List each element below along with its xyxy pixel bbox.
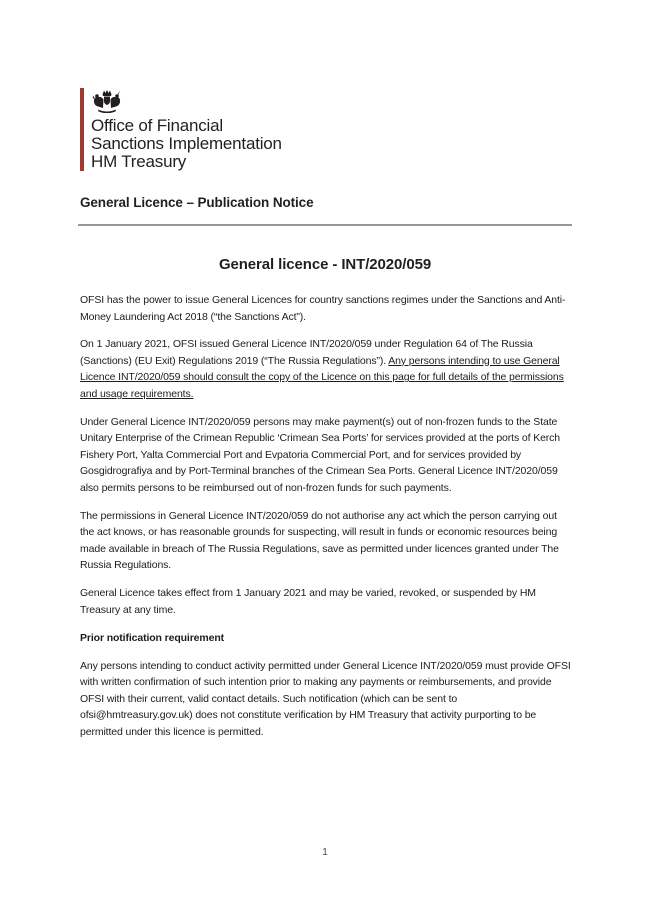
paragraph-powers: OFSI has the power to issue General Licences for country sanctions regimes under the Sanctions and Anti-Money Laundering Act 2018 (“the Sanctions Act”). [80, 294, 566, 323]
paragraph-effect-date: General Licence takes effect from 1 January 2021 and may be varied, revoked, or suspended by HM Treasury at any time. [80, 586, 536, 616]
royal-crest-icon [92, 89, 122, 113]
logo-text-line-2: Sanctions Implementation [91, 134, 282, 153]
paragraph-limitations: The permissions in General Licence INT/2020/059 do not authorise any act which the person carrying out the act knows, or has reasonable grounds for suspecting, will result in funds or economic resources being made available in breach of The Russia Regulations, save as permitted under licences granted under The Russia Regulations. [80, 509, 559, 572]
document-title: General licence - INT/2020/059 [218, 256, 432, 273]
logo-text-line-1: Office of Financial [91, 116, 223, 135]
paragraph-issuance-intro: On 1 January 2021, OFSI issued General Licence INT/2020/059 under Regulation 64 of The Russia (Sanctions) (EU Exit) Regulations 2019 (“The Russia Regulations”). [80, 338, 533, 367]
ofsi-logo [80, 88, 282, 171]
logo-text-line-3: HM Treasury [91, 152, 187, 171]
logo-red-bar [80, 88, 84, 171]
paragraph-permissions-scope: Under General Licence INT/2020/059 persons may make payment(s) out of non-frozen funds to the State Unitary Enterprise of the Crimean Republic ‘Crimean Sea Ports’ for services provided at the ports of Kerch Fishery Port, Yalta Commercial Port and Evpatoria Commercial Port, and for services provided by Gosgidrografiya and by Port-Terminal branches of the Crimean Sea Ports. General Licence INT/2020/059 also permits persons to be reimbursed out of non-frozen funds for such payments. [80, 415, 561, 494]
prior-notification-heading: Prior notification requirement [80, 632, 224, 645]
paragraph-issuance [80, 336, 572, 402]
page-number: 1 [322, 847, 328, 858]
paragraph-notification: Any persons intending to conduct activity permitted under General Licence INT/2020/059 must provide OFSI with written confirmation of such intention prior to making any payments or reimbursements, and provide OFSI with their current, valid contact details. Such notification (which can be sent to ofsi@hmtreasury.gov.uk) does not constitute verification by HM Treasury that activity purporting to be permitted under this licence is permitted. [80, 659, 571, 739]
licence-details-link[interactable]: Any persons intending to use General Licence INT/2020/059 should consult the copy of the Licence on this page for full details of the permissions and usage requirements. [80, 354, 564, 400]
publication-notice-heading: General Licence – Publication Notice [80, 195, 314, 210]
document-body [80, 292, 572, 752]
logo-content [91, 88, 282, 171]
header-divider [78, 224, 572, 226]
